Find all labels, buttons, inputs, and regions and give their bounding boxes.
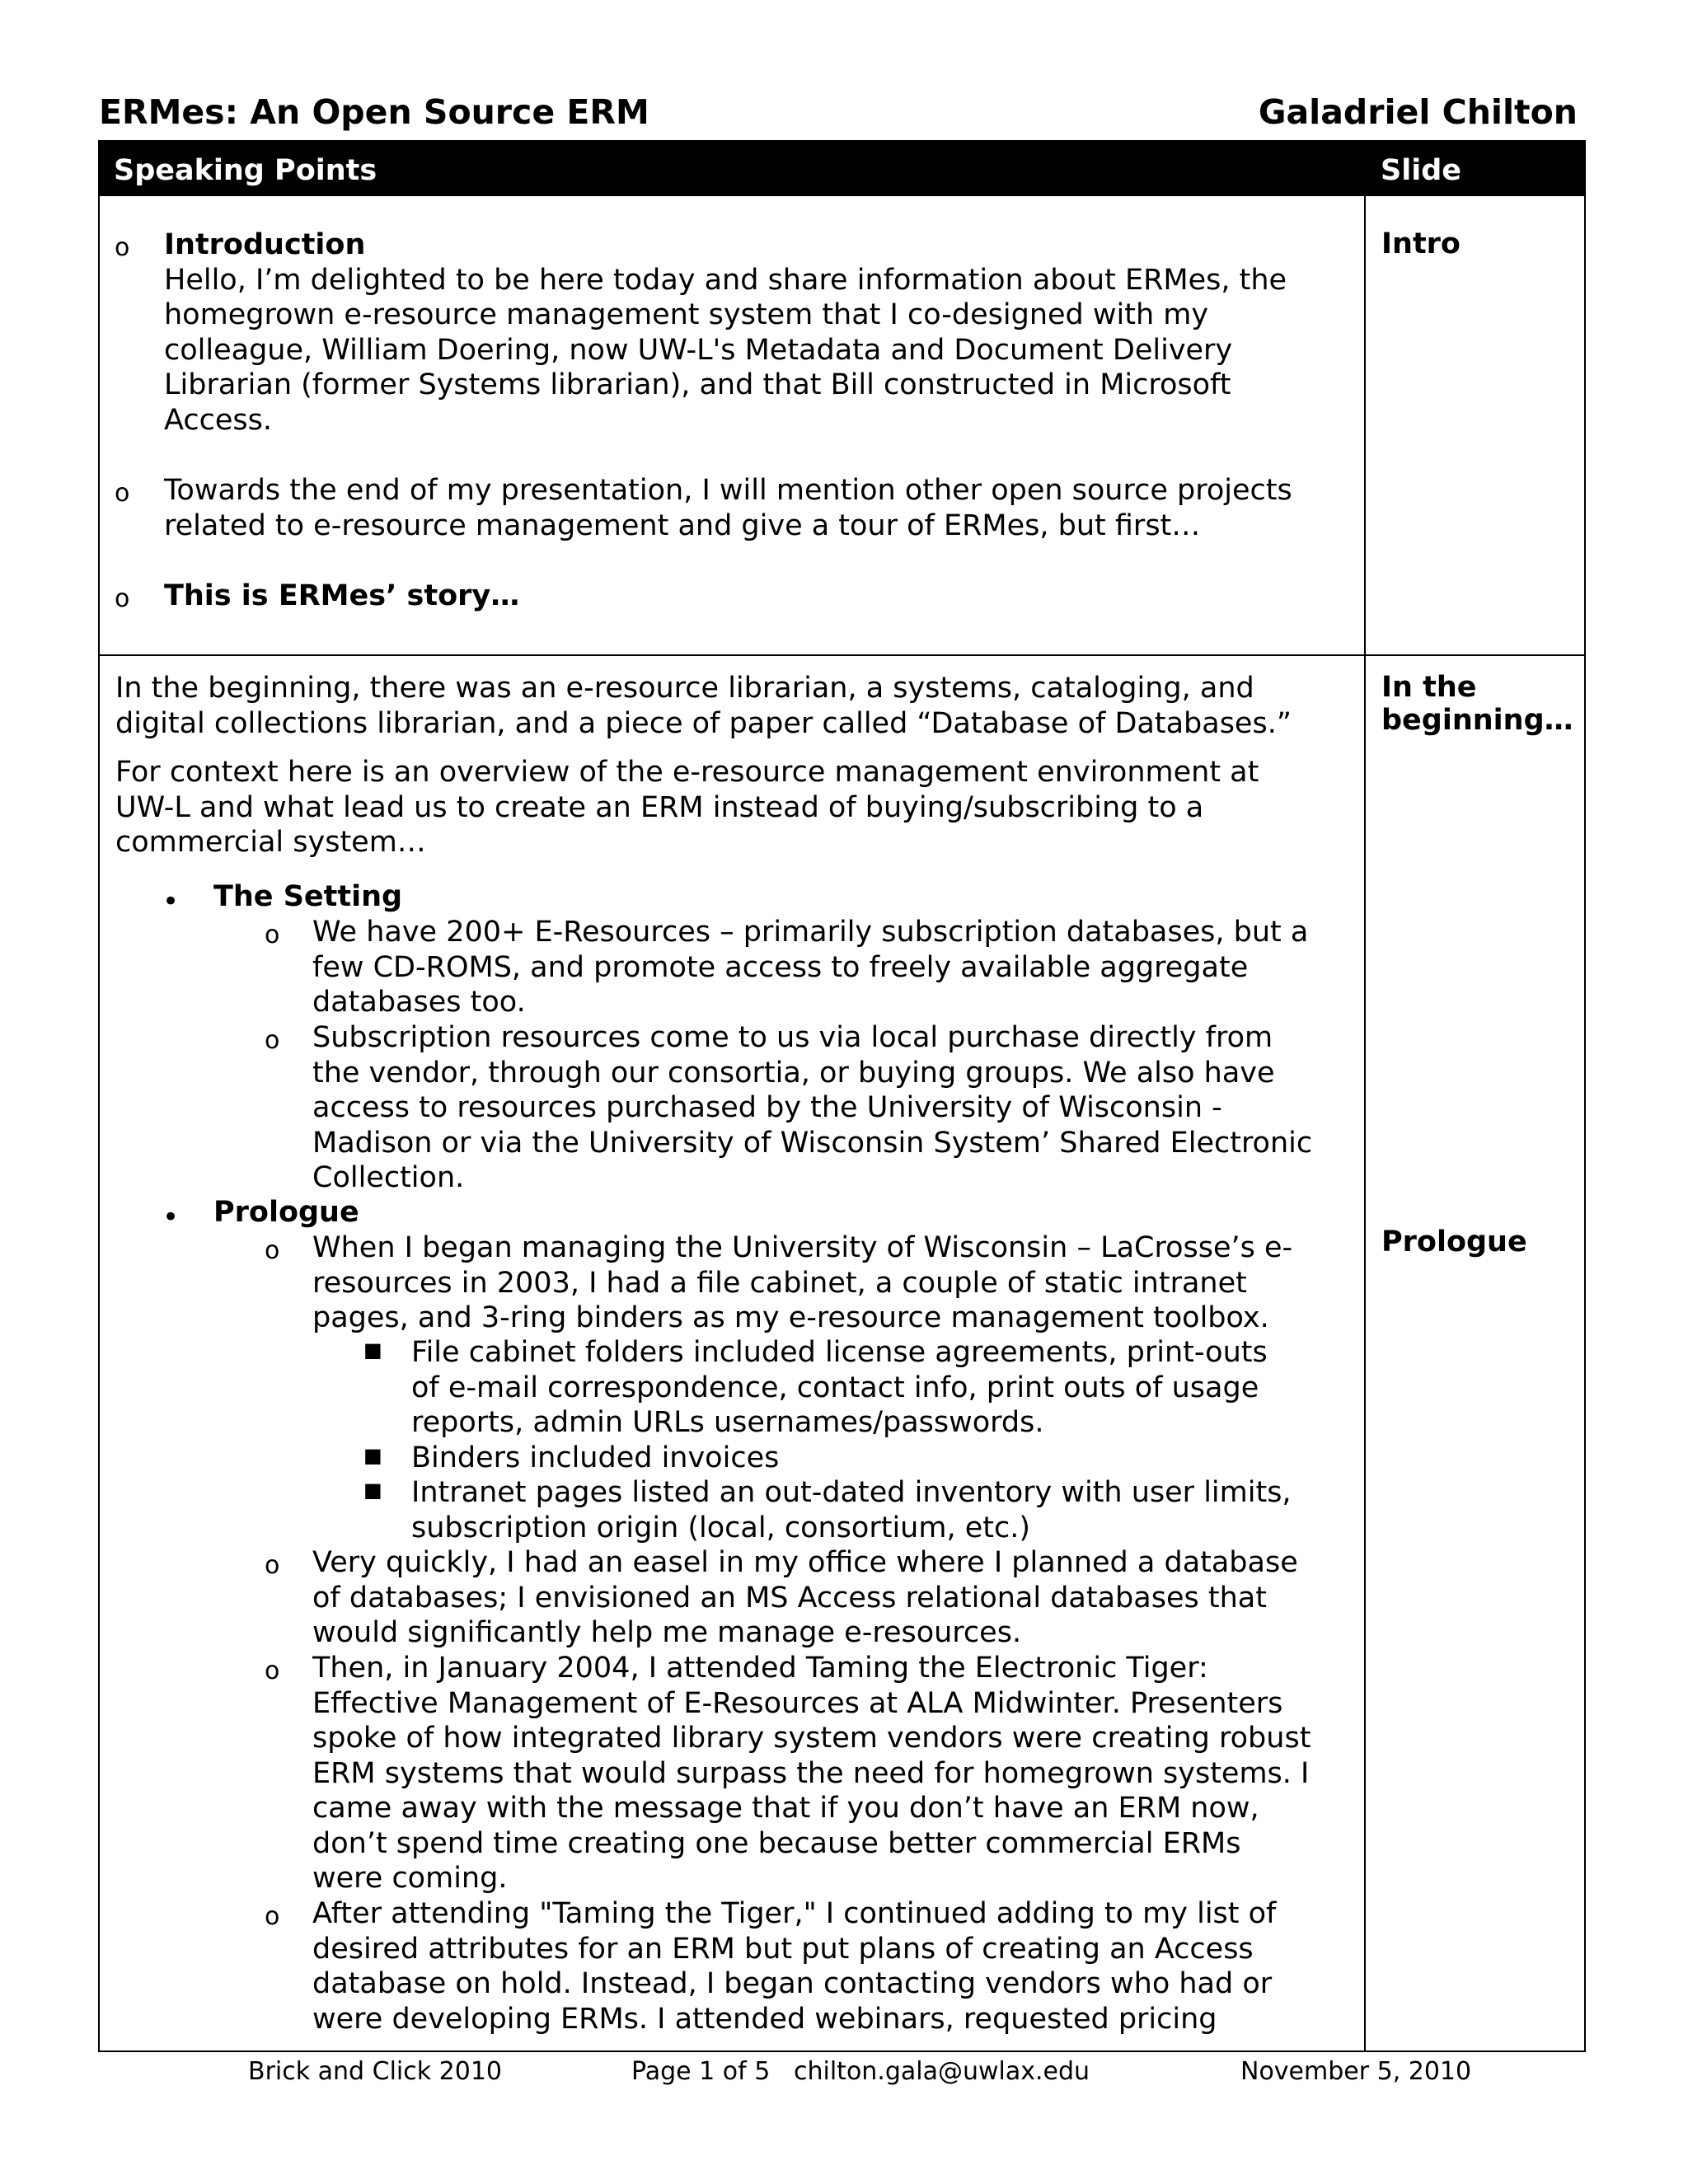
text-line: few CD-ROMS, and promote access to freely available aggregate	[312, 950, 1249, 984]
prologue-point-tiger	[312, 1896, 1276, 2036]
towards-end-text	[164, 473, 1292, 543]
text-line: Effective Management of E-Resources at ALA Midwinter. Presenters	[312, 1686, 1283, 1720]
text-line: digital collections librarian, and a piece of paper called “Database of Databases.”	[115, 706, 1292, 740]
page-header	[99, 92, 1578, 142]
text-line: related to e-resource management and give a tour of ERMes, but first…	[164, 509, 1201, 542]
text-line: After attending "Taming the Tiger," I continued adding to my list of	[312, 1897, 1277, 1930]
text-line: desired attributes for an ERM but put plans of creating an Access	[312, 1932, 1254, 1966]
circle-bullet: o	[115, 584, 130, 613]
square-bullet: ■	[363, 1444, 382, 1467]
circle-bullet: o	[115, 479, 130, 508]
prologue-point-easel	[312, 1545, 1298, 1651]
column-divider	[1364, 142, 1366, 2050]
story-line: This is ERMes’ story…	[164, 579, 520, 612]
text-line: Hello, I’m delighted to be here today and share information about ERMes, the	[164, 263, 1287, 297]
document-author: Galadriel Chilton	[1258, 92, 1578, 132]
text-line: of databases; I envisioned an MS Access relational databases that	[312, 1581, 1267, 1615]
text-line: would significantly help me manage e-resources.	[312, 1616, 1022, 1649]
slide-label-intro: Intro	[1381, 227, 1461, 260]
intro-text	[164, 263, 1287, 438]
text-line: ERM systems that would surpass the need for homegrown systems. I	[312, 1756, 1310, 1790]
text-line: UW-L and what lead us to create an ERM instead of buying/subscribing to a	[115, 790, 1204, 824]
circle-bullet: o	[265, 1657, 280, 1685]
square-bullet: ■	[363, 1338, 382, 1361]
text-line: the vendor, through our consortia, or buying groups. We also have	[312, 1056, 1275, 1090]
text-line: of e-mail correspondence, contact info, print outs of usage	[411, 1371, 1259, 1404]
text-line: were developing ERMs. I attended webinars, requested pricing	[312, 2002, 1217, 2036]
text-line: Then, in January 2004, I attended Taming the Electronic Tiger:	[312, 1652, 1208, 1685]
slide-label-prologue: Prologue	[1381, 1226, 1527, 1258]
circle-bullet: o	[265, 1026, 280, 1055]
circle-bullet: o	[265, 921, 280, 949]
setting-point-subscriptions	[312, 1020, 1312, 1196]
text-line: colleague, William Doering, now UW-L's Metadata and Document Delivery	[164, 333, 1233, 367]
intro-heading: Introduction	[164, 228, 366, 261]
column-header-slide: Slide	[1381, 154, 1461, 187]
intro-block	[164, 227, 1287, 438]
disc-bullet: •	[162, 1201, 180, 1234]
square-bullet: ■	[363, 1479, 382, 1502]
slide-label-beginning: In the beginning…	[1381, 671, 1573, 737]
text-line: Collection.	[312, 1161, 465, 1194]
column-header-speaking-points: Speaking Points	[114, 154, 377, 187]
context-paragraph	[115, 755, 1259, 860]
row-divider	[100, 654, 1584, 656]
subpoint-file-cabinet	[411, 1335, 1268, 1441]
text-line: homegrown e-resource management system that I co-designed with my	[164, 298, 1209, 331]
text-line: don’t spend time creating one because better commercial ERMs	[312, 1826, 1241, 1860]
footer-conference: Brick and Click 2010	[248, 2057, 502, 2086]
text-line: When I began managing the University of Wisconsin – LaCrosse’s e-	[312, 1231, 1293, 1264]
text-line: Subscription resources come to us via local purchase directly from	[312, 1021, 1273, 1054]
text-line: Intranet pages listed an out-dated inventory with user limits,	[411, 1476, 1292, 1509]
circle-bullet: o	[265, 1236, 280, 1265]
text-line: Very quickly, I had an easel in my office where I planned a database	[312, 1546, 1298, 1579]
text-line: Madison or via the University of Wisconsin System’ Shared Electronic	[312, 1126, 1313, 1160]
circle-bullet: o	[265, 1902, 280, 1931]
text-line: In the beginning, there was an e-resource librarian, a systems, cataloging, and	[115, 672, 1254, 705]
text-line: were coming.	[312, 1862, 508, 1895]
text-line: resources in 2003, I had a file cabinet, a couple of static intranet	[312, 1266, 1247, 1300]
prologue-point-ala	[312, 1651, 1311, 1896]
text-line: spoke of how integrated library system vendors were creating robust	[312, 1722, 1311, 1755]
speaking-points-table	[98, 140, 1586, 2052]
document-title: ERMes: An Open Source ERM	[99, 92, 649, 132]
prologue-heading: Prologue	[213, 1196, 359, 1229]
text-line: Towards the end of my presentation, I will mention other open source projects	[164, 474, 1292, 507]
text-line: databases too.	[312, 986, 526, 1019]
footer-date: November 5, 2010	[1240, 2057, 1472, 2086]
text-line: pages, and 3-ring binders as my e-resource management toolbox.	[312, 1301, 1269, 1334]
circle-bullet: o	[115, 233, 130, 262]
setting-point-resources	[312, 915, 1308, 1020]
text-line: commercial system…	[115, 826, 426, 859]
beginning-paragraph	[115, 671, 1292, 741]
text-line: For context here is an overview of the e-resource management environment at	[115, 756, 1259, 789]
footer-page-number: Page 1 of 5	[631, 2057, 771, 2086]
text-line: access to resources purchased by the University of Wisconsin -	[312, 1091, 1222, 1124]
text-line: database on hold. Instead, I began contacting vendors who had or	[312, 1967, 1273, 2000]
text-line: We have 200+ E-Resources – primarily subscription databases, but a	[312, 916, 1309, 949]
text-line: subscription origin (local, consortium, etc.)	[411, 1511, 1030, 1544]
disc-bullet: •	[162, 885, 180, 918]
footer-email: chilton.gala@uwlax.edu	[794, 2057, 1090, 2086]
text-line: Librarian (former Systems librarian), and that Bill constructed in Microsoft	[164, 368, 1231, 401]
text-line: File cabinet folders included license agreements, print-outs	[411, 1336, 1268, 1369]
prologue-point-2003	[312, 1230, 1292, 1336]
circle-bullet: o	[265, 1551, 280, 1580]
text-line: Access.	[164, 403, 272, 437]
text-line: Binders included invoices	[411, 1441, 780, 1474]
text-line: reports, admin URLs usernames/passwords.	[411, 1406, 1044, 1439]
setting-heading: The Setting	[213, 880, 403, 913]
table-header	[100, 142, 1584, 196]
subpoint-intranet	[411, 1475, 1292, 1545]
text-line: came away with the message that if you don’t have an ERM now,	[312, 1792, 1259, 1825]
subpoint-binders	[411, 1441, 779, 1476]
